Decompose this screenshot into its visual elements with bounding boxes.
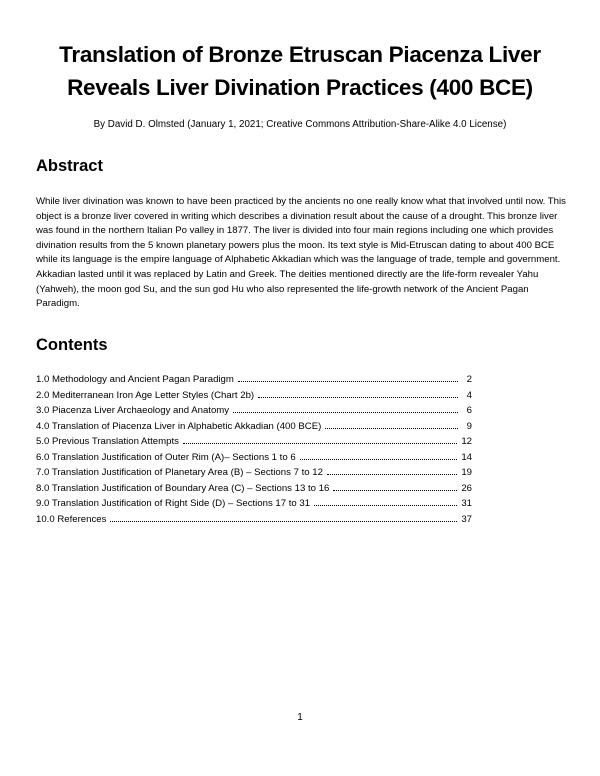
toc-leader-dots [183, 434, 457, 444]
toc-leader-dots [325, 419, 458, 429]
page-number: 1 [297, 712, 303, 723]
toc-entry[interactable] [36, 512, 472, 528]
toc-leader-dots [233, 403, 458, 413]
document-title [40, 38, 560, 104]
contents-heading: Contents [36, 336, 108, 354]
toc-leader-dots [258, 388, 458, 398]
toc-entry-label: 7.0 Translation Justification of Planetary Area (B) – Sections 7 to 12 [36, 467, 323, 478]
toc-entry-label: 10.0 References [36, 513, 107, 525]
author-byline: By David D. Olmsted (January 1, 2021; Creative Commons Attribution-Share-Alike 4.0 License) [93, 119, 507, 130]
toc-leader-dots [300, 450, 458, 460]
toc-entry-page: 26 [461, 482, 472, 494]
toc-entry-page: 31 [461, 498, 472, 509]
toc-entry-label: 8.0 Translation Justification of Boundary Area (C) – Sections 13 to 16 [36, 482, 330, 494]
toc-entry-page: 2 [466, 374, 472, 385]
toc-entry-page: 9 [466, 420, 472, 432]
toc-entry-label: 6.0 Translation Justification of Outer Rim (A)– Sections 1 to 6 [36, 451, 296, 463]
abstract-heading: Abstract [36, 157, 103, 175]
toc-entry-label: 2.0 Mediterranean Iron Age Letter Styles (Chart 2b) [36, 389, 255, 401]
toc-entry-page: 19 [461, 467, 472, 478]
title-line-1: Translation of Bronze Etruscan Piacenza Liver [59, 42, 541, 67]
toc-entry-page: 12 [461, 436, 472, 447]
toc-entry-label: 5.0 Previous Translation Attempts [36, 436, 179, 447]
toc-entry-label: 9.0 Translation Justification of Right Side (D) – Sections 17 to 31 [36, 498, 311, 509]
toc-entry-page: 4 [466, 389, 472, 401]
toc-entry-label: 3.0 Piacenza Liver Archaeology and Anatomy [36, 405, 230, 416]
toc-entry[interactable] [36, 403, 472, 419]
toc-leader-dots [238, 372, 458, 382]
toc-entry[interactable] [36, 419, 472, 435]
table-of-contents [36, 372, 472, 527]
title-line-2: Reveals Liver Divination Practices (400 BCE) [67, 75, 533, 100]
toc-entry[interactable] [36, 450, 472, 466]
toc-entry[interactable] [36, 465, 472, 481]
toc-entry-page: 37 [461, 513, 472, 525]
toc-entry[interactable] [36, 388, 472, 404]
toc-entry-page: 6 [466, 405, 472, 416]
toc-entry-label: 4.0 Translation of Piacenza Liver in Alphabetic Akkadian (400 BCE) [36, 420, 322, 432]
toc-leader-dots [327, 465, 457, 475]
toc-entry-page: 14 [461, 451, 472, 463]
toc-entry-label: 1.0 Methodology and Ancient Pagan Paradigm [36, 374, 234, 385]
abstract-text: While liver divination was known to have been practiced by the ancients no one really know what that involved until now. This object is a bronze liver covered in writing which describes a divination result about the cause of a drought. This bronze liver was found in the northern Italian Po valley in 1877. The liver is divided into four main regions including one which provides divination results from the 5 known planetary powers plus the moon. Its text style is Mid-Etruscan dating to about 400 BCE while its language is the empire language of Alphabetic Akkadian which was the language of trade, temple and government. Akkadian lasted until it was replaced by Latin and Greek. The deities mentioned directly are the life-form revealer Yahu (Yahweh), the moon god Su, and the sun god Hu who also represented the life-growth network of the Ancient Pagan Paradigm. [36, 196, 566, 310]
toc-leader-dots [110, 512, 457, 522]
toc-entry[interactable] [36, 496, 472, 512]
toc-entry[interactable] [36, 481, 472, 497]
toc-leader-dots [333, 481, 457, 491]
toc-entry[interactable] [36, 372, 472, 388]
toc-leader-dots [314, 496, 457, 506]
toc-entry[interactable] [36, 434, 472, 450]
